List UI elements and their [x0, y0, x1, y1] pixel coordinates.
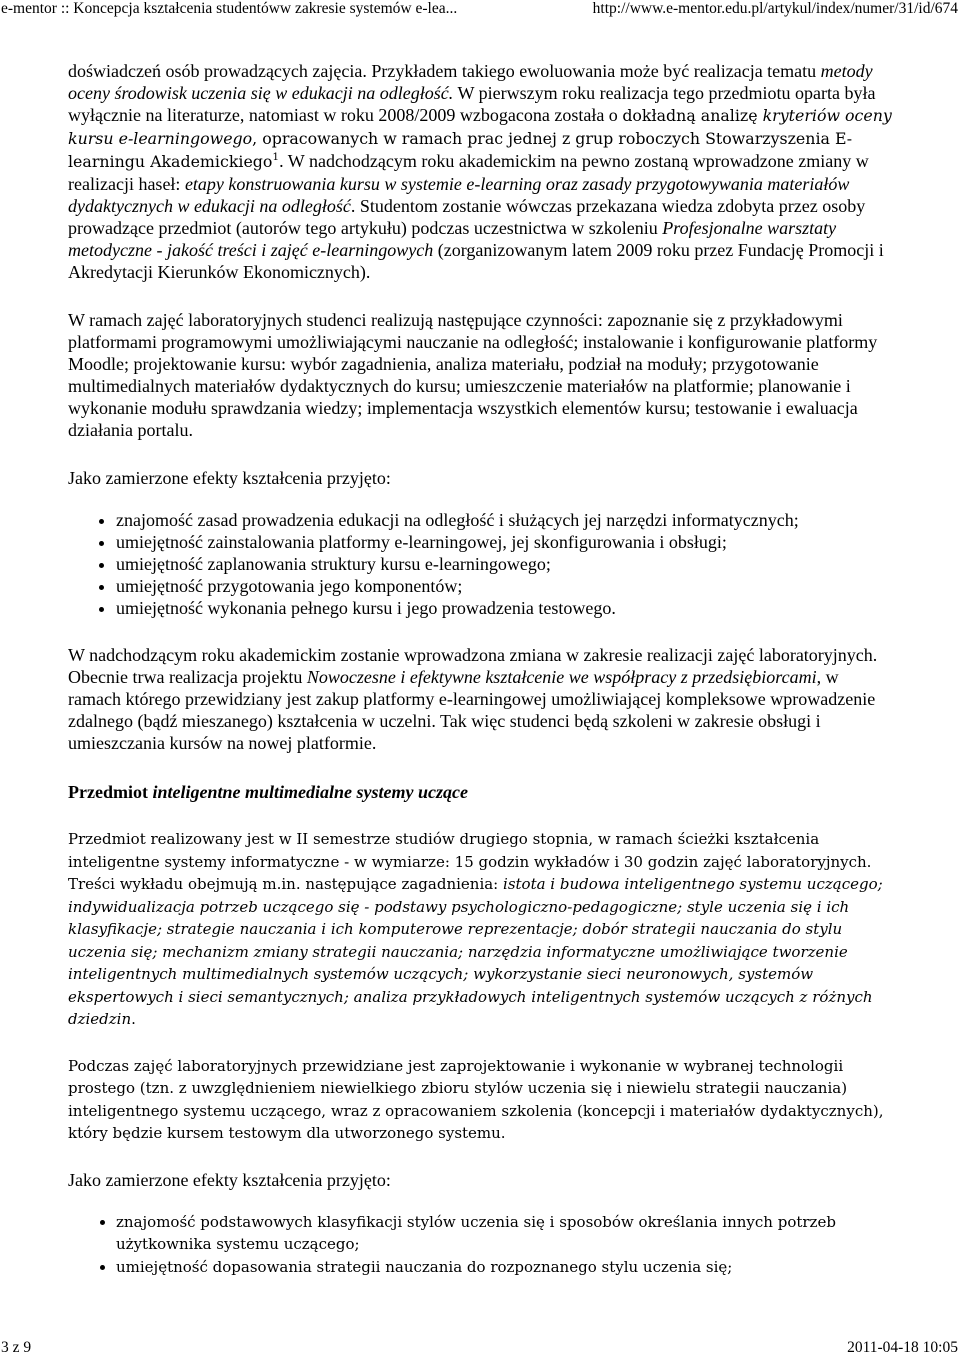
effects-list	[68, 1211, 894, 1279]
list-item: • umiejętność wykonania pełnego kursu i jego prowadzenia testowego.	[116, 597, 894, 619]
effects-intro: Jako zamierzone efekty kształcenia przyjęto:	[68, 468, 391, 488]
italic-criteria: kryteriów oceny kursu e-learningowego	[68, 106, 892, 148]
text-segment: . W nadchodzącym roku akademickim na pewno zostaną wprowadzone zmiany w realizacji haseł:	[68, 151, 869, 194]
paragraph-upcoming-change	[68, 644, 894, 754]
list-item: • umiejętność zainstalowania platformy e-learningowej, jej skonfigurowania i obsługi;	[116, 531, 894, 553]
text-segment-alt-font: , opracowanych w ramach prac jednej z grup roboczych Stowarzyszenia E-learningu Akademickiego	[68, 129, 853, 171]
page-url: http://www.e-mentor.edu.pl/artykul/index/numer/31/id/674	[592, 0, 958, 17]
text-segment: .	[131, 1010, 136, 1028]
paragraph-subject-description	[68, 828, 894, 1031]
section-heading	[68, 781, 894, 803]
text-segment: doświadczeń osób prowadzących zajęcia. Przykładem takiego ewoluowania może być realizacja tematu	[68, 61, 821, 81]
list-item: • znajomość podstawowych klasyfikacji stylów uczenia się i sposobów określania innych potrzeb użytkownika systemu uczącego;	[116, 1211, 894, 1256]
text-segment: (zorganizowanym latem 2009 roku przez Fundację Promocji i Akredytacji Kierunków Ekonomicznych).	[68, 240, 884, 282]
italic-topic: metody oceny środowisk uczenia się w edukacji na odległość.	[68, 61, 873, 103]
text-segment: . Studentom zostanie wówczas przekazana wiedza zdobyta przez osoby prowadzące przedmiot (autorów tego artykułu) podczas uczestnictwa w szkoleniu	[68, 196, 866, 238]
print-header	[0, 0, 960, 18]
list-item: • znajomość zasad prowadzenia edukacji na odległość i służących jej narzędzi informatycznych;	[116, 509, 894, 531]
list-item: • umiejętność zaplanowania struktury kursu e-learningowego;	[116, 553, 894, 575]
effects-intro: Jako zamierzone efekty kształcenia przyjęto:	[68, 1169, 391, 1190]
italic-training-name: Profesjonalne warsztaty metodyczne - jakość treści i zajęć e-learningowych	[68, 218, 837, 260]
list-item: • umiejętność dopasowania strategii nauczania do rozpoznanego stylu uczenia się;	[116, 1256, 894, 1279]
text-segment: , w ramach którego przewidziany jest zakup platformy e-learningowej umożliwiającej kompleksowe wprowadzenie zdalnego (bądź mieszanego) kształcenia w uczelni. Tak więc studenci będą szkoleni w zakresie obsługi i umieszczania kursów na nowej platformie.	[68, 667, 876, 753]
page-number: 3 z 9	[1, 1339, 32, 1356]
heading-prefix: Przedmiot	[68, 782, 153, 802]
list-item: • umiejętność przygotowania jego komponentów;	[116, 575, 894, 597]
paragraph-lab-activities: W ramach zajęć laboratoryjnych studenci realizują następujące czynności: zapoznanie się z przykładowymi platformami programowymi umożliwiającymi nauczanie na odległość; instalowanie i konfigurowanie platformy Moodle; projektowanie kursu: wybór zagadnienia, analiza materiału, podział na moduły; przygotowanie multimedialnych materiałów dydaktycznych do kursu; umieszczenie materiałów na platformie; planowanie i wykonanie modułu sprawdzania wiedzy; implementacja wszystkich elementów kursu; testowanie i ewaluacja działania portalu.	[68, 310, 878, 440]
page-title: e-mentor :: Koncepcja kształcenia studentóww zakresie systemów e-lea...	[1, 0, 458, 17]
text-segment-alt-font: dokładną analizę	[622, 106, 763, 125]
print-timestamp: 2011-04-18 10:05	[847, 1339, 958, 1356]
text-segment: W nadchodzącym roku akademickim zostanie wprowadzona zmiana w zakresie realizacji zajęć laboratoryjnych. Obecnie trwa realizacja projektu	[68, 645, 878, 687]
paragraph-lab-project: Podczas zajęć laboratoryjnych przewidziane jest zaprojektowanie i wykonanie w wybranej technologii prostego (tzn. z uwzględnieniem niewielkiego zbioru stylów uczenia się i niewielu strategii nauczania) inteligentnego systemu uczącego, wraz z opracowaniem szkolenia (koncepcji i materiałów dydaktycznych), który będzie kursem testowym dla utworzonego systemu.	[68, 1056, 884, 1142]
print-footer	[0, 1339, 960, 1357]
italic-project-name: Nowoczesne i efektywne kształcenie we współpracy z przedsiębiorcami	[306, 667, 817, 687]
article-body	[68, 60, 894, 1278]
footnote-reference: 1	[272, 151, 280, 163]
text-segment: W pierwszym roku realizacja tego przedmiotu oparta była wyłącznie na literaturze, natomiast w roku 2008/2009 wzbogacona została o	[68, 83, 876, 125]
text-segment: Przedmiot realizowany jest w II semestrze studiów drugiego stopnia, w ramach ścieżki kształcenia inteligentne systemy informatyczne - w wymiarze: 15 godzin wykładów i 30 godzin zajęć laboratoryjnych. Treści wykładu obejmują m.in. następujące zagadnienia:	[68, 830, 872, 893]
paragraph-course-evolution	[68, 60, 894, 283]
effects-list	[68, 509, 894, 619]
heading-subject-name: inteligentne multimedialne systemy uczące	[152, 782, 468, 802]
italic-topics: etapy konstruowania kursu w systemie e-learning oraz zasady przygotowywania materiałów dydaktycznych w edukacji na odległość	[68, 174, 850, 216]
italic-lecture-topics: istota i budowa inteligentnego systemu uczącego; indywidualizacja potrzeb uczącego się - podstawy psychologiczno-pedagogiczne; style uczenia się i ich klasyfikacje; strategie nauczania i ich komputerowe reprezentacje; dobór strategii nauczania do stylu uczenia się; mechanizm zmiany strategii nauczania; narzędzia informatyczne umożliwiające tworzenie inteligentnych multimedialnych systemów uczących; wykorzystanie sieci neuronowych, systemów ekspertowych i sieci semantycznych; analiza przykładowych inteligentnych systemów uczących z różnych dziedzin	[68, 875, 883, 1028]
